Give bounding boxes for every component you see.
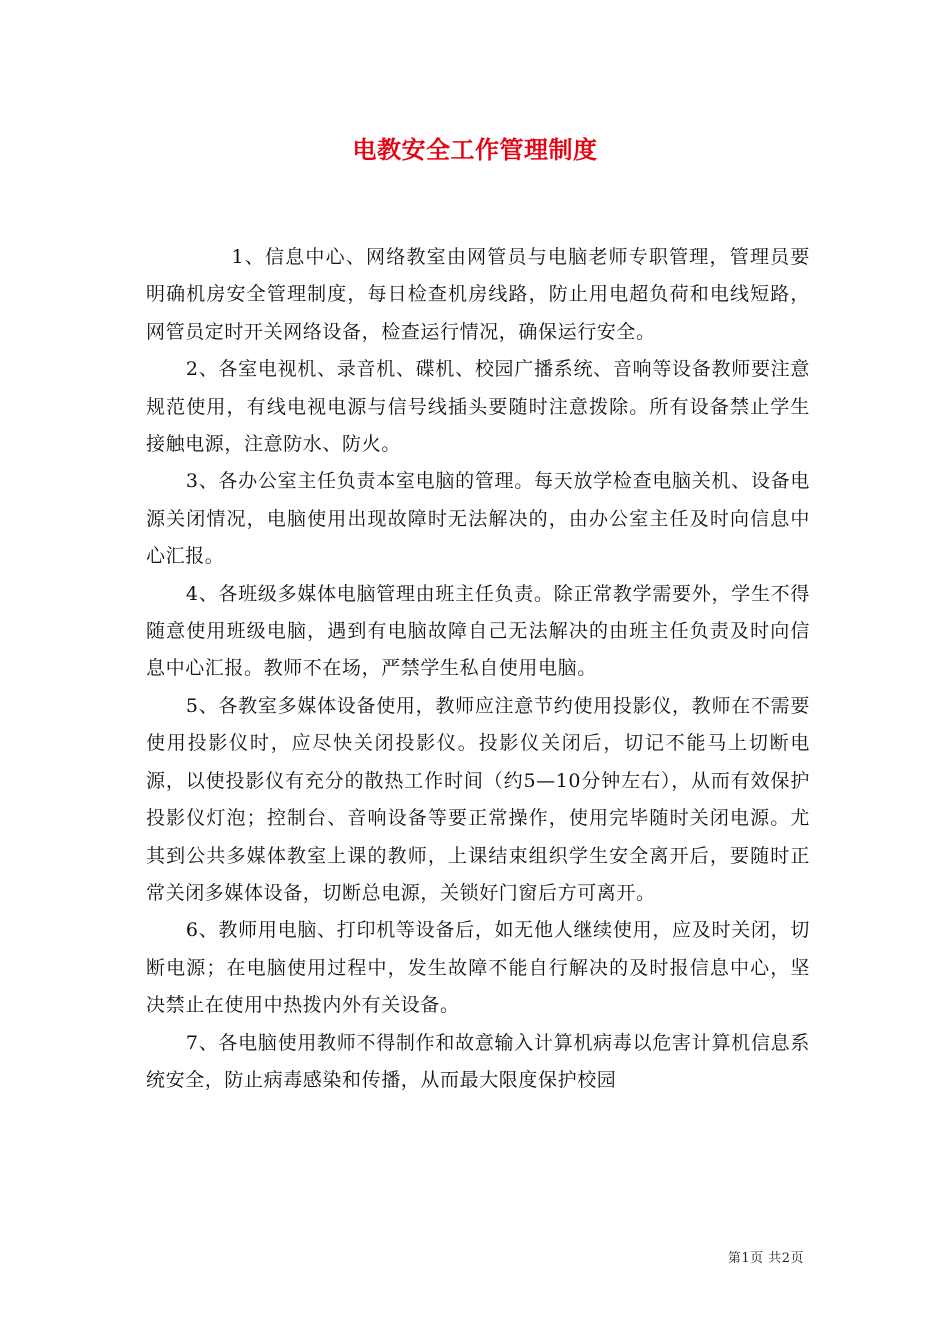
paragraph-7: 7、各电脑使用教师不得制作和故意输入计算机病毒以危害计算机信息系统安全，防止病毒感染和传播，从而最大限度保护校园 (146, 1031, 810, 1091)
paragraph-4: 4、各班级多媒体电脑管理由班主任负责。除正常教学需要外，学生不得随意使用班级电脑，遇到有电脑故障自己无法解决的由班主任负责及时向信息中心汇报。教师不在场，严禁学生私自使用电脑。 (146, 582, 810, 680)
paragraph-2: 2、各室电视机、录音机、碟机、校园广播系统、音响等设备教师要注意规范使用，有线电视电源与信号线插头要随时注意拨除。所有设备禁止学生接触电源，注意防水、防火。 (146, 358, 810, 456)
paragraph-6: 6、教师用电脑、打印机等设备后，如无他人继续使用，应及时关闭，切断电源；在电脑使用过程中，发生故障不能自行解决的及时报信息中心，坚决禁止在使用中热拨内外有关设备。 (146, 919, 810, 1017)
paragraph-1: 1、信息中心、网络教室由网管员与电脑老师专职管理，管理员要明确机房安全管理制度，每日检查机房线路，防止用电超负荷和电线短路，网管员定时开关网络设备，检查运行情况，确保运行安全。 (146, 246, 810, 343)
paragraph-5: 5、各教室多媒体设备使用，教师应注意节约使用投影仪，教师在不需要使用投影仪时，应尽快关闭投影仪。投影仪关闭后，切记不能马上切断电源，以使投影仪有充分的散热工作时间（约5—10分钟左右），从而有效保护投影仪灯泡；控制台、音响设备等要正常操作，使用完毕随时关闭电源。尤其到公共多媒体教室上课的教师，上课结束组织学生安全离开后，要随时正常关闭多媒体设备，切断总电源，关锁好门窗后方可离开。 (146, 694, 810, 904)
document-title: 电教安全工作管理制度 (352, 135, 598, 164)
document-body (146, 239, 810, 1099)
paragraph-3: 3、各办公室主任负责本室电脑的管理。每天放学检查电脑关机、设备电源关闭情况，电脑使用出现故障时无法解决的，由办公室主任及时向信息中心汇报。 (146, 470, 810, 568)
page-number-footer: 第1页 共2页 (727, 1251, 804, 1266)
